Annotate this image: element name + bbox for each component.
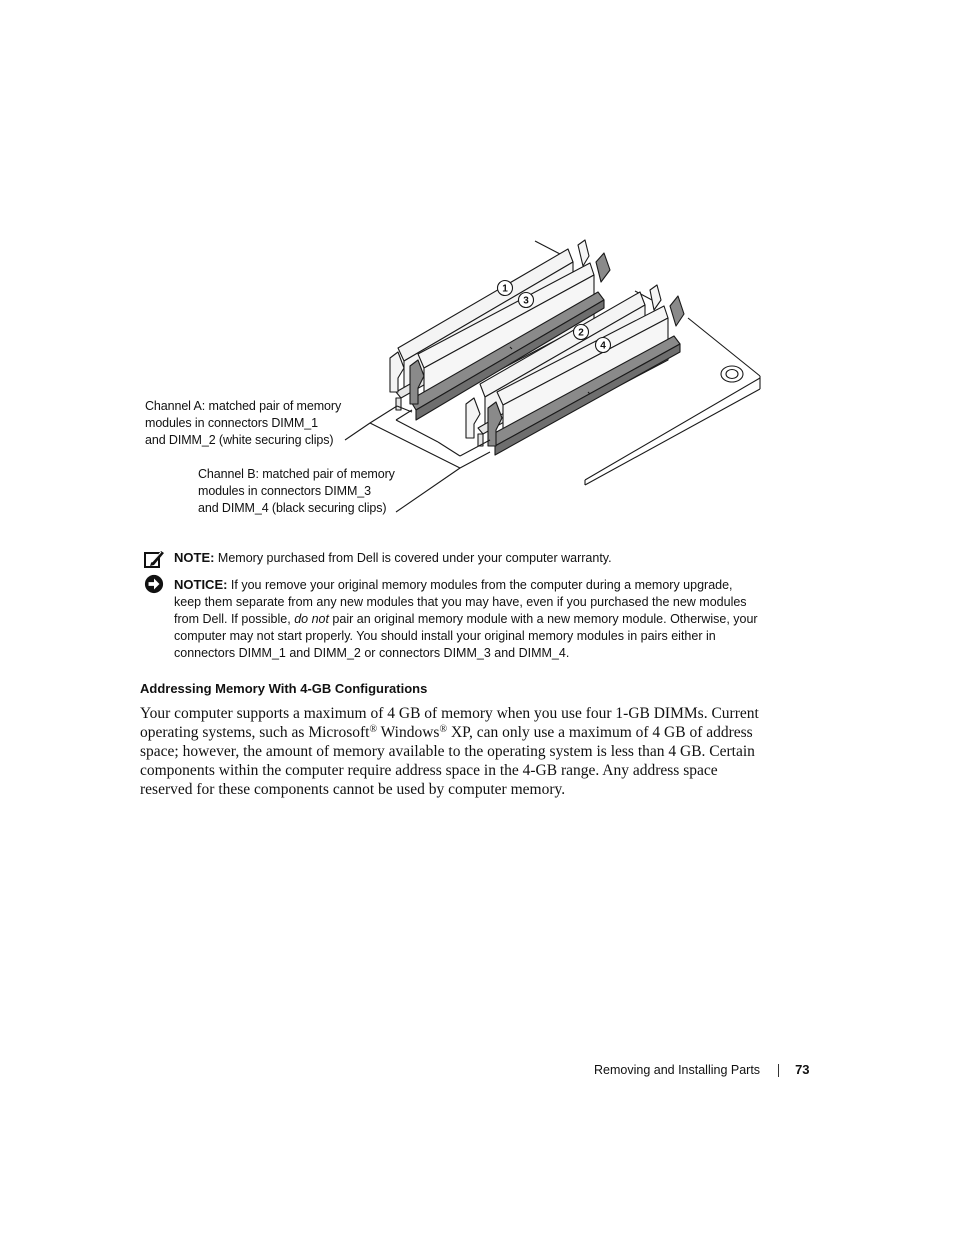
note-lead: NOTE: [174,550,215,565]
footer-separator [778,1064,779,1077]
notice-line2: keep them separate from any new modules that you may have, even if you purchased the new modules [174,595,747,609]
body-line2-pre: operating systems, such as Microsoft [140,724,370,741]
callout-label-1: 1 [502,283,508,295]
notice-line [174,576,783,594]
body-line2 [140,723,770,742]
notice-line1: If you remove your original memory modules from the computer during a memory upgrade, [227,578,733,592]
body-line5: reserved for these components cannot be used by computer memory. [140,781,566,798]
registered-mark: ® [439,724,448,735]
notice-line3-post: pair an original memory module with a new memory module. Otherwise, your [328,612,758,626]
notice-line3-pre: from Dell. If possible, [174,612,295,626]
body-line3: space; however, the amount of memory available to the operating system is less than 4 GB. Certain [140,743,755,760]
registered-mark: ® [369,724,378,735]
notice-line3 [174,611,783,628]
pencil-note-icon [143,549,165,569]
notice-line4: computer may not start properly. You should install your original memory modules in pairs either in [174,629,716,643]
notice-emphasis: do not [294,612,329,626]
note-text: Memory purchased from Dell is covered under your computer warranty. [214,551,612,565]
body-line1: Your computer supports a maximum of 4 GB of memory when you use four 1-GB DIMMs. Current [140,705,759,722]
page-number: 73 [795,1062,810,1077]
notice-arrow-icon [143,574,165,594]
channel-b-line: Channel B: matched pair of memory [198,467,395,481]
note-block [143,549,783,567]
channel-b-line: and DIMM_4 (black securing clips) [198,501,387,515]
notice-lead: NOTICE: [174,577,228,592]
channel-a-line: Channel A: matched pair of memory [145,399,342,413]
body-line2-mid: Windows [377,724,440,741]
body-line2-post: XP, can only use a maximum of 4 GB of address [447,724,753,741]
body-line4: components within the computer require address space in the 4-GB range. Any address space [140,762,718,779]
channel-b-caption [198,466,395,517]
page-footer [594,1062,810,1077]
notice-block [143,576,783,662]
channel-b-line: modules in connectors DIMM_3 [198,484,371,498]
callout-label-3: 3 [523,295,529,307]
memory-installation-figure [0,0,954,530]
footer-section-title: Removing and Installing Parts [594,1063,761,1077]
channel-b-leader [396,410,490,512]
callout-label-2: 2 [578,327,584,339]
body-paragraph [140,704,770,799]
notice-line5: connectors DIMM_1 and DIMM_2 or connectors DIMM_3 and DIMM_4. [174,646,570,660]
callout-label-4: 4 [600,340,606,352]
channel-a-line: modules in connectors DIMM_1 [145,416,318,430]
section-heading: Addressing Memory With 4-GB Configurations [140,681,428,696]
channel-a-caption [145,398,341,449]
channel-a-line: and DIMM_2 (white securing clips) [145,433,334,447]
